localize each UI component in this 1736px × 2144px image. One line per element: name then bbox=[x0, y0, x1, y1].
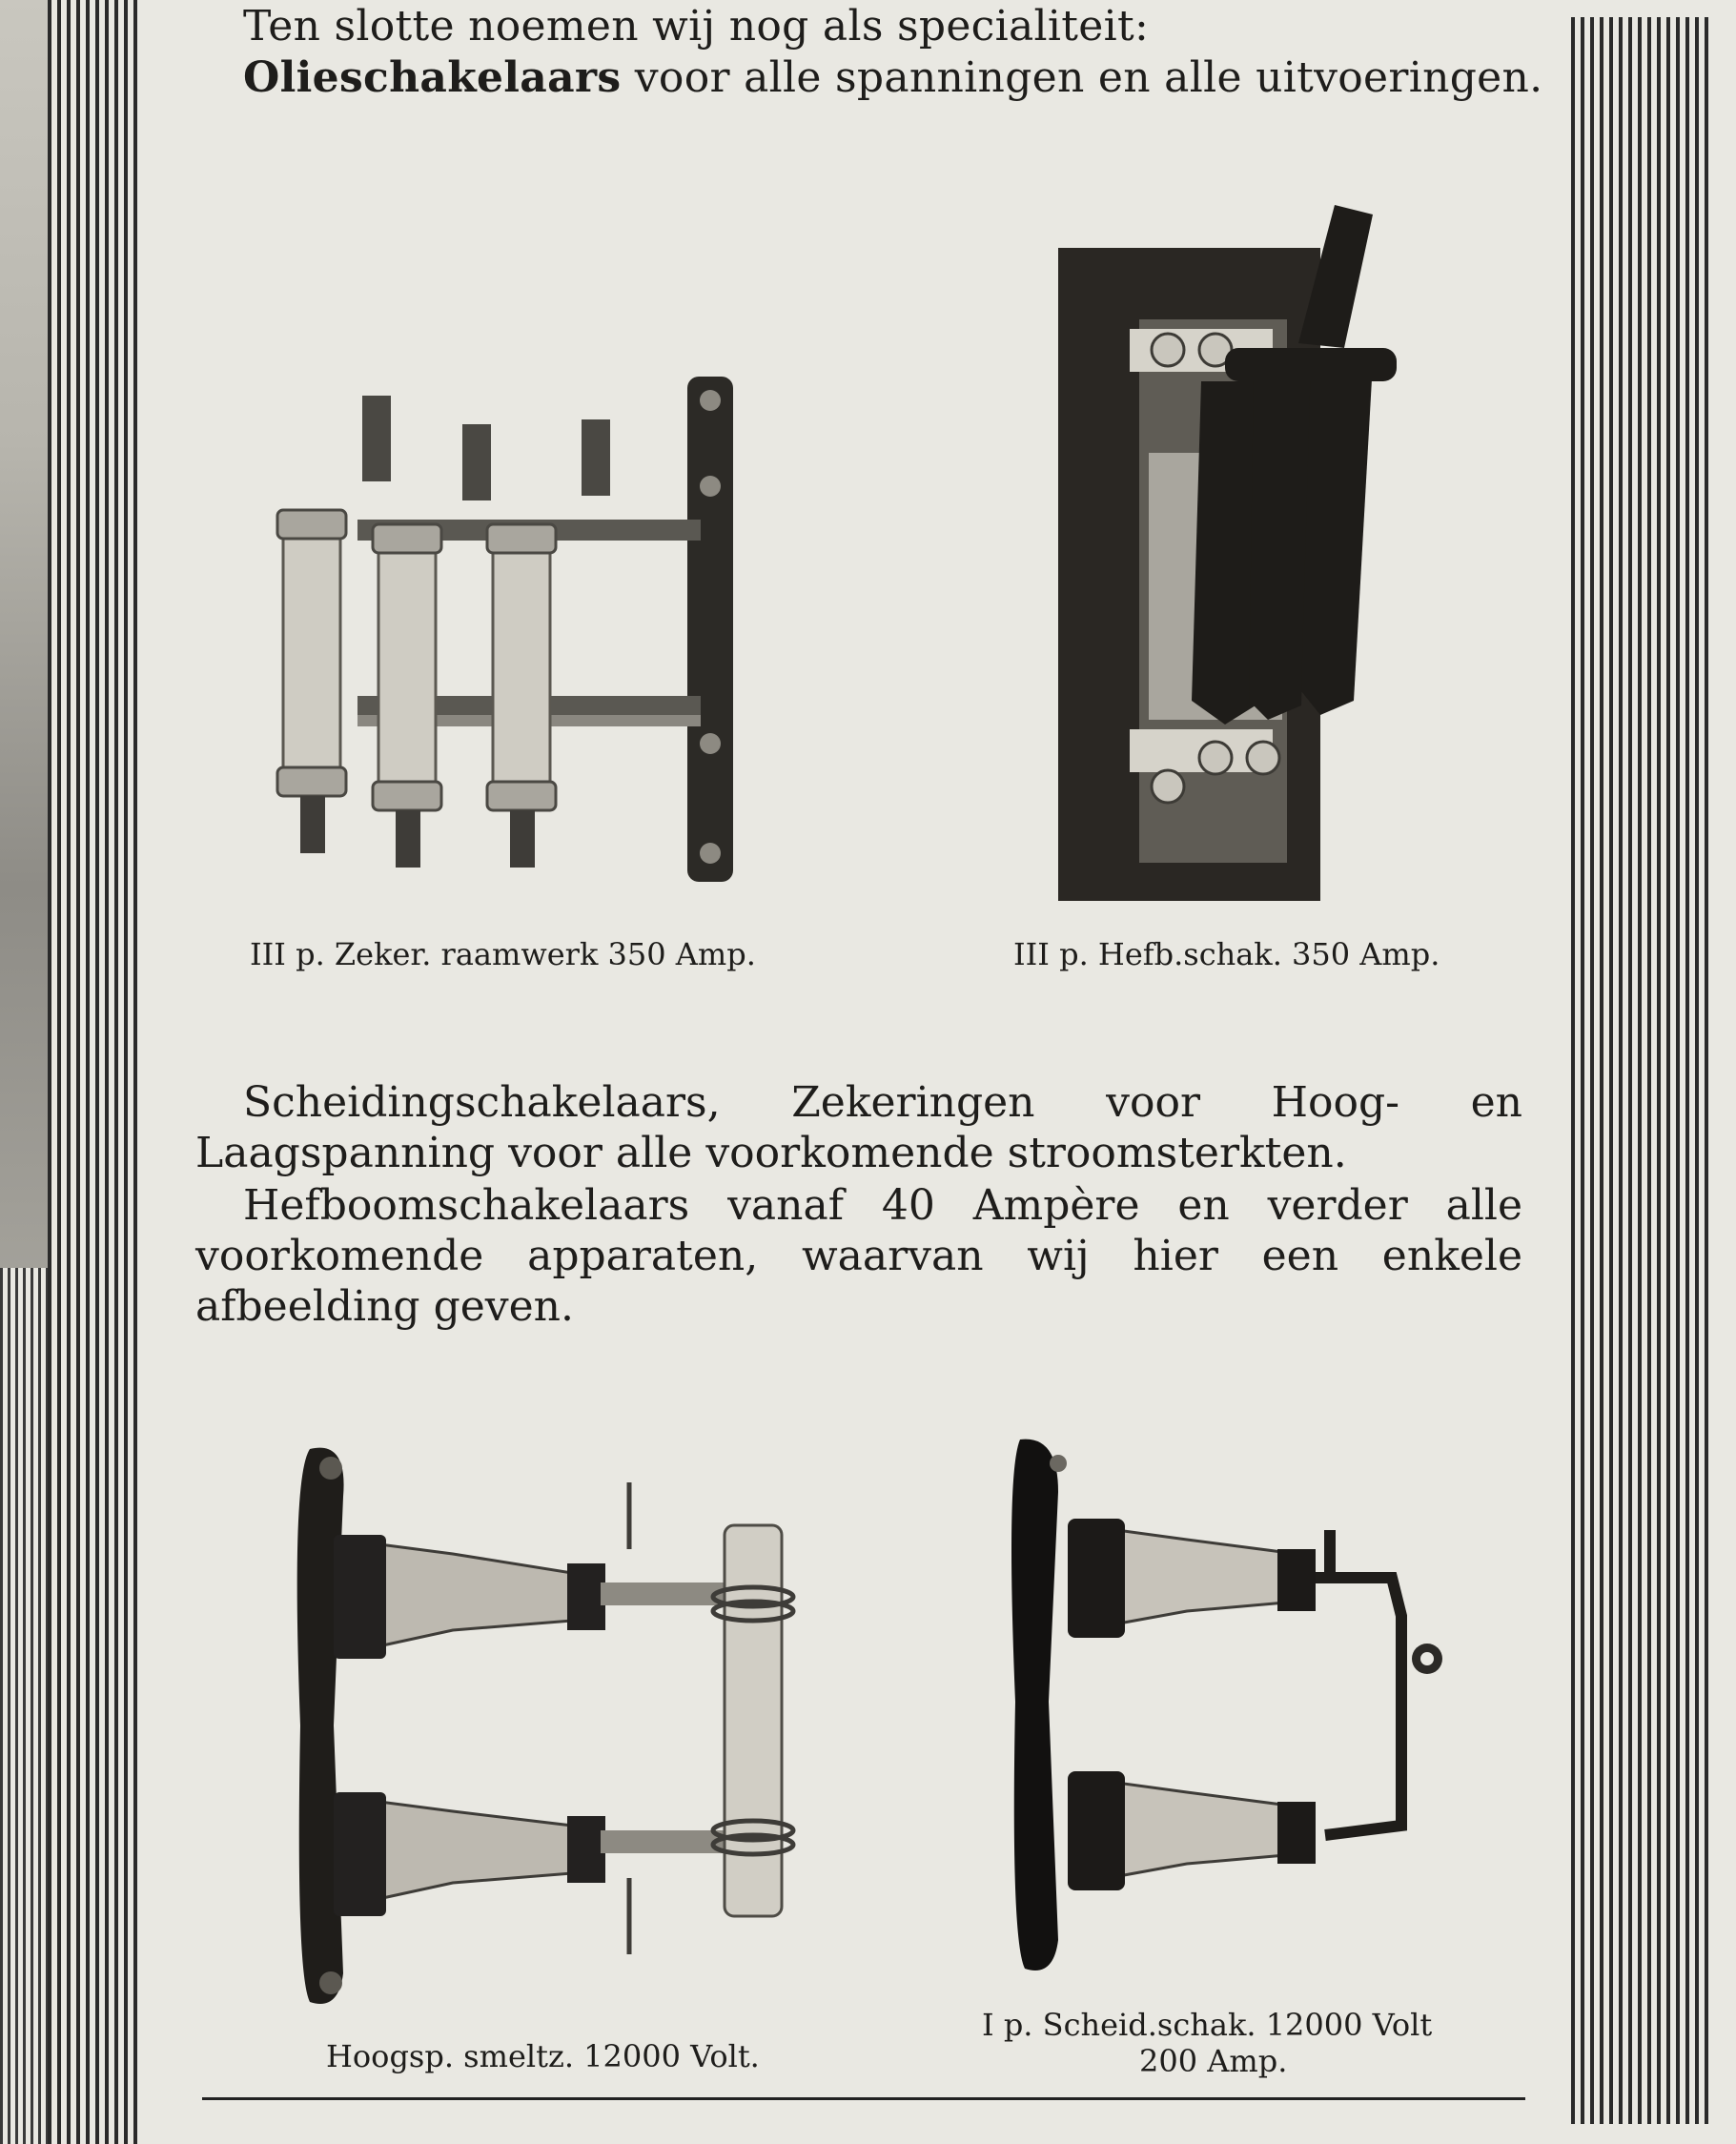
fuse-frame-photo bbox=[272, 367, 758, 896]
paragraph-disconnectors-text: Scheidingschakelaars, Zekeringen voor Hoog- en Laagspanning voor alle voorkomende stroomsterkten. bbox=[195, 1078, 1522, 1177]
intro-line-2 bbox=[243, 53, 1542, 103]
intro-bold-term: Olieschakelaars bbox=[243, 53, 622, 102]
figure-1-caption: III p. Zeker. raamwerk 350 Amp. bbox=[250, 936, 756, 972]
paragraph-disconnectors bbox=[195, 1077, 1522, 1178]
paragraph-lever-switches bbox=[195, 1180, 1522, 1332]
right-decorative-border bbox=[1571, 17, 1712, 2124]
adjacent-page-edge bbox=[0, 0, 50, 1268]
lever-switch-photo bbox=[1058, 205, 1468, 906]
adjacent-page-border bbox=[0, 1268, 48, 2144]
bottom-rule bbox=[202, 2097, 1525, 2100]
disconnector-photo bbox=[1011, 1435, 1459, 1978]
left-decorative-border bbox=[48, 0, 143, 2144]
hv-fuse-photo bbox=[291, 1440, 844, 2011]
intro-line-2-rest: voor alle spanningen en alle uitvoeringen. bbox=[621, 53, 1543, 102]
figure-2-caption: III p. Hefb.schak. 350 Amp. bbox=[1013, 936, 1440, 972]
paragraph-lever-switches-text: Hefboomschakelaars vanaf 40 Ampère en verder alle voorkomende apparaten, waarvan wij hier een enkele afbeelding geven. bbox=[195, 1181, 1522, 1331]
figure-4-caption-line-2: 200 Amp. bbox=[1139, 2043, 1288, 2079]
figure-4-caption-line-1: I p. Scheid.schak. 12000 Volt bbox=[982, 2007, 1433, 2043]
figure-3-caption: Hoogsp. smeltz. 12000 Volt. bbox=[326, 2038, 760, 2074]
intro-line-1: Ten slotte noemen wij nog als specialiteit: bbox=[243, 2, 1150, 51]
